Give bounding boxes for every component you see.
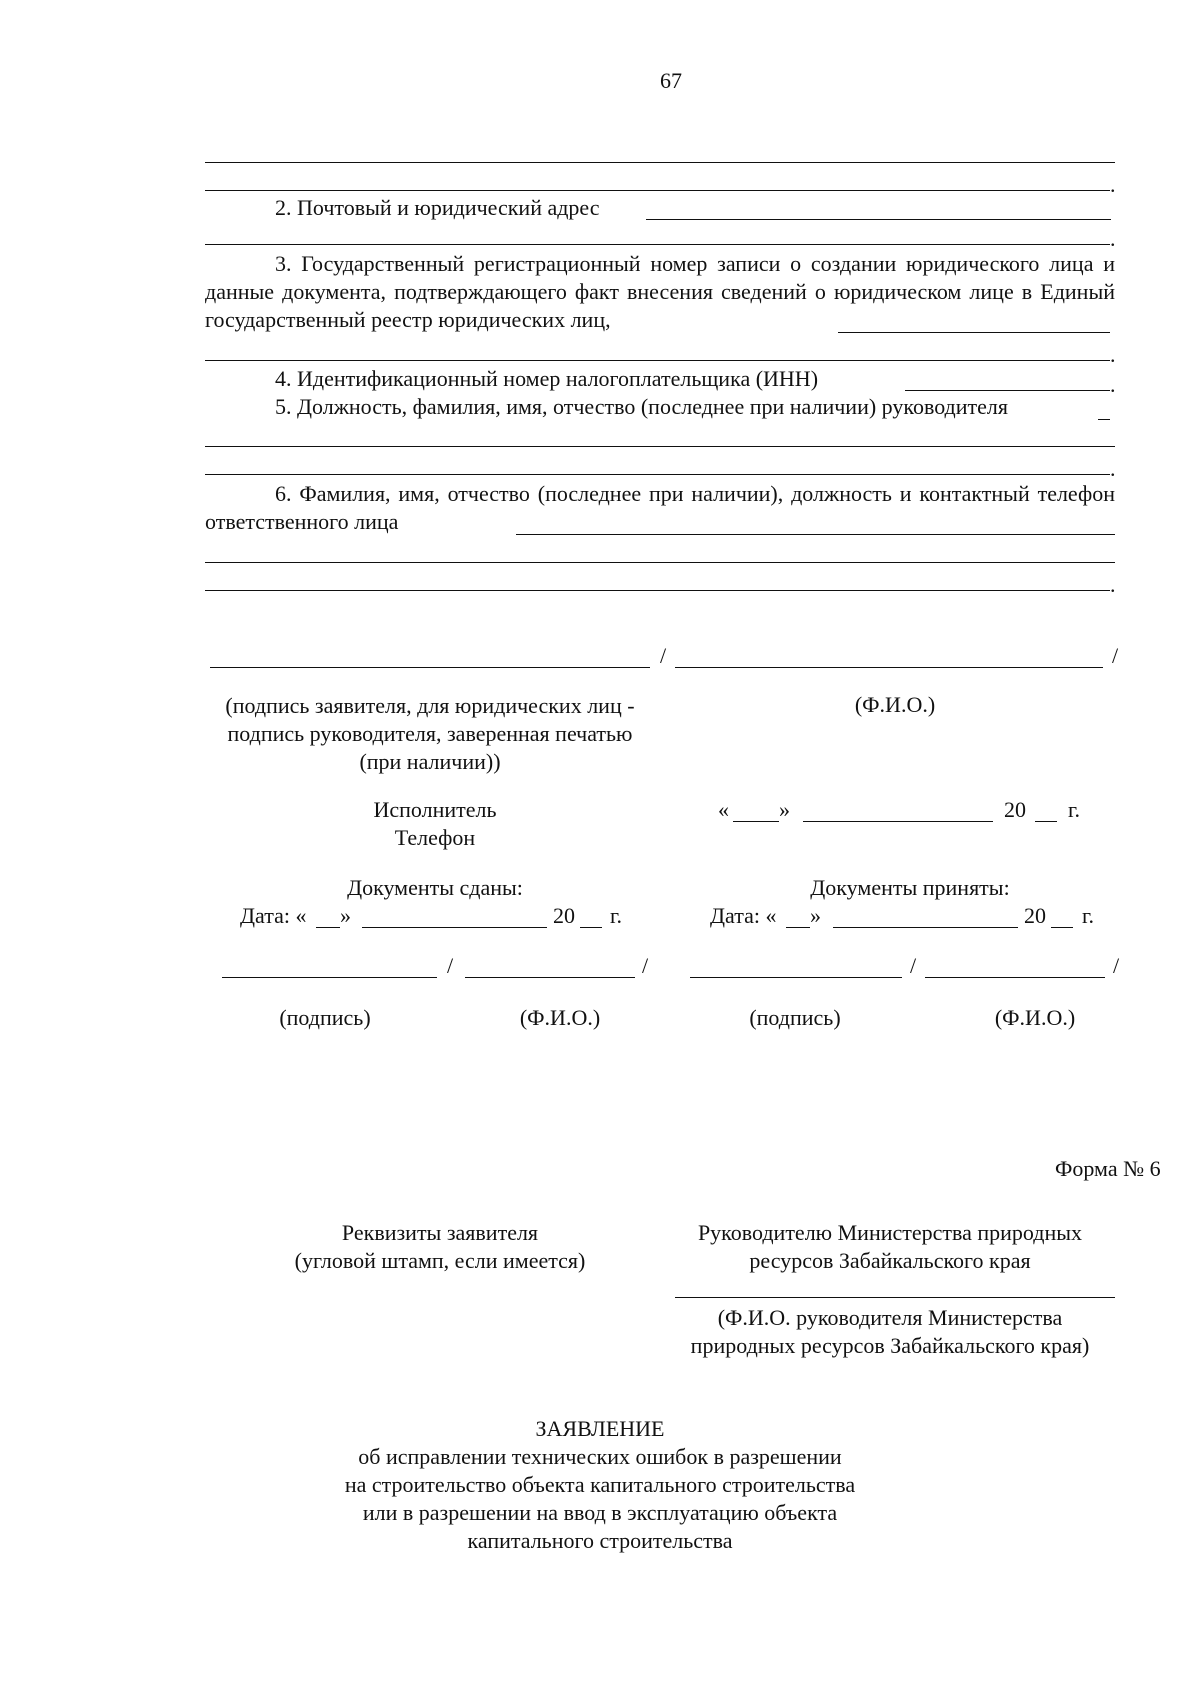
accepted-day-field[interactable]	[786, 927, 810, 928]
executor-label: Исполнитель	[373, 797, 497, 822]
page-number: 67	[660, 68, 682, 93]
period: .	[1110, 572, 1116, 597]
head-info-field[interactable]	[1098, 419, 1110, 420]
accepted-fio-field[interactable]	[925, 977, 1105, 978]
statement-subtitle-line2: на строительство объекта капитального строительства	[344, 1472, 856, 1497]
blank-line	[205, 446, 1115, 447]
applicant-fio-field[interactable]	[675, 667, 1103, 668]
submitted-date-mid: »	[340, 903, 351, 928]
inn-field[interactable]	[905, 390, 1110, 391]
date-open-quote: «	[718, 797, 729, 822]
date-year-field[interactable]	[1035, 821, 1057, 822]
year-suffix: г.	[1068, 797, 1081, 822]
statement-subtitle-line4: капитального строительства	[467, 1528, 733, 1553]
year-prefix: 20	[1004, 797, 1026, 822]
submitted-signature-field[interactable]	[222, 977, 437, 978]
registration-number-field[interactable]	[838, 332, 1110, 333]
date-day-field[interactable]	[733, 821, 779, 822]
phone-label: Телефон	[394, 825, 476, 850]
addressee-fio-field[interactable]	[675, 1297, 1115, 1298]
submitted-year-prefix: 20	[553, 903, 575, 928]
period: .	[1110, 372, 1116, 397]
item-head-info: 5. Должность, фамилия, имя, отчество (последнее при наличии) руководителя	[275, 394, 1009, 419]
separator-slash: /	[1113, 953, 1120, 978]
applicant-details-label: Реквизиты заявителя	[341, 1220, 539, 1245]
blank-line	[205, 474, 1110, 475]
date-month-field[interactable]	[803, 821, 993, 822]
accepted-year-suffix: г.	[1082, 903, 1095, 928]
accepted-month-field[interactable]	[833, 927, 1018, 928]
item-registration-number: 3. Государственный регистрационный номер записи о создании юридического лица и данные документа, подтверждающего факт внесения сведений о юридическом лице в Единый государственный реестр юридических лиц,	[205, 251, 1115, 332]
separator-slash: /	[447, 953, 454, 978]
item-responsible-person: 6. Фамилия, имя, отчество (последнее при наличии), должность и контактный телефон ответственного лица	[205, 481, 1115, 534]
submitted-month-field[interactable]	[362, 927, 547, 928]
submitted-signature-caption: (подпись)	[279, 1005, 371, 1030]
date-close-quote: »	[779, 797, 790, 822]
accepted-fio-caption: (Ф.И.О.)	[994, 1005, 1076, 1030]
submitted-fio-caption: (Ф.И.О.)	[519, 1005, 601, 1030]
addressee-line2: ресурсов Забайкальского края	[749, 1248, 1031, 1273]
addressee-caption-line1: (Ф.И.О. руководителя Министерства	[717, 1305, 1063, 1330]
period: .	[1110, 226, 1116, 251]
applicant-signature-field[interactable]	[210, 667, 650, 668]
statement-subtitle-line3: или в разрешении на ввод в эксплуатацию объекта	[362, 1500, 838, 1525]
submitted-year-suffix: г.	[610, 903, 623, 928]
separator-slash: /	[660, 643, 667, 668]
fio-caption: (Ф.И.О.)	[854, 692, 936, 717]
accepted-signature-field[interactable]	[690, 977, 902, 978]
period: .	[1110, 456, 1116, 481]
blank-line	[205, 562, 1115, 563]
separator-slash: /	[1112, 643, 1119, 668]
blank-line	[205, 162, 1115, 163]
accepted-year-prefix: 20	[1024, 903, 1046, 928]
submitted-fio-field[interactable]	[465, 977, 635, 978]
accepted-date-label: Дата: «	[710, 903, 777, 928]
submitted-date-label: Дата: «	[240, 903, 307, 928]
signature-caption: (подпись заявителя, для юридических лиц - подпись руководителя, заверенная печатью (при наличии))	[225, 693, 635, 774]
accepted-year-field[interactable]	[1051, 927, 1073, 928]
postal-address-field[interactable]	[646, 219, 1111, 220]
documents-accepted-title: Документы приняты:	[810, 875, 1010, 900]
blank-line	[205, 360, 1110, 361]
documents-submitted-title: Документы сданы:	[347, 875, 523, 900]
statement-subtitle-line1: об исправлении технических ошибок в разрешении	[358, 1444, 842, 1469]
responsible-person-field[interactable]	[516, 534, 1115, 535]
separator-slash: /	[642, 953, 649, 978]
submitted-year-field[interactable]	[580, 927, 602, 928]
item-inn: 4. Идентификационный номер налогоплательщика (ИНН)	[275, 366, 819, 391]
accepted-signature-caption: (подпись)	[749, 1005, 841, 1030]
accepted-date-mid: »	[810, 903, 821, 928]
applicant-details-note: (угловой штамп, если имеется)	[294, 1248, 586, 1273]
statement-title: ЗАЯВЛЕНИЕ	[535, 1416, 665, 1441]
submitted-day-field[interactable]	[316, 927, 340, 928]
blank-line	[205, 590, 1110, 591]
period: .	[1110, 172, 1116, 197]
addressee-line1: Руководителю Министерства природных	[697, 1220, 1083, 1245]
blank-line	[205, 244, 1110, 245]
separator-slash: /	[910, 953, 917, 978]
form-number: Форма № 6	[1055, 1156, 1161, 1181]
item-postal-address: 2. Почтовый и юридический адрес	[275, 195, 600, 220]
blank-line	[205, 190, 1110, 191]
period: .	[1110, 342, 1116, 367]
addressee-caption-line2: природных ресурсов Забайкальского края)	[690, 1333, 1090, 1358]
